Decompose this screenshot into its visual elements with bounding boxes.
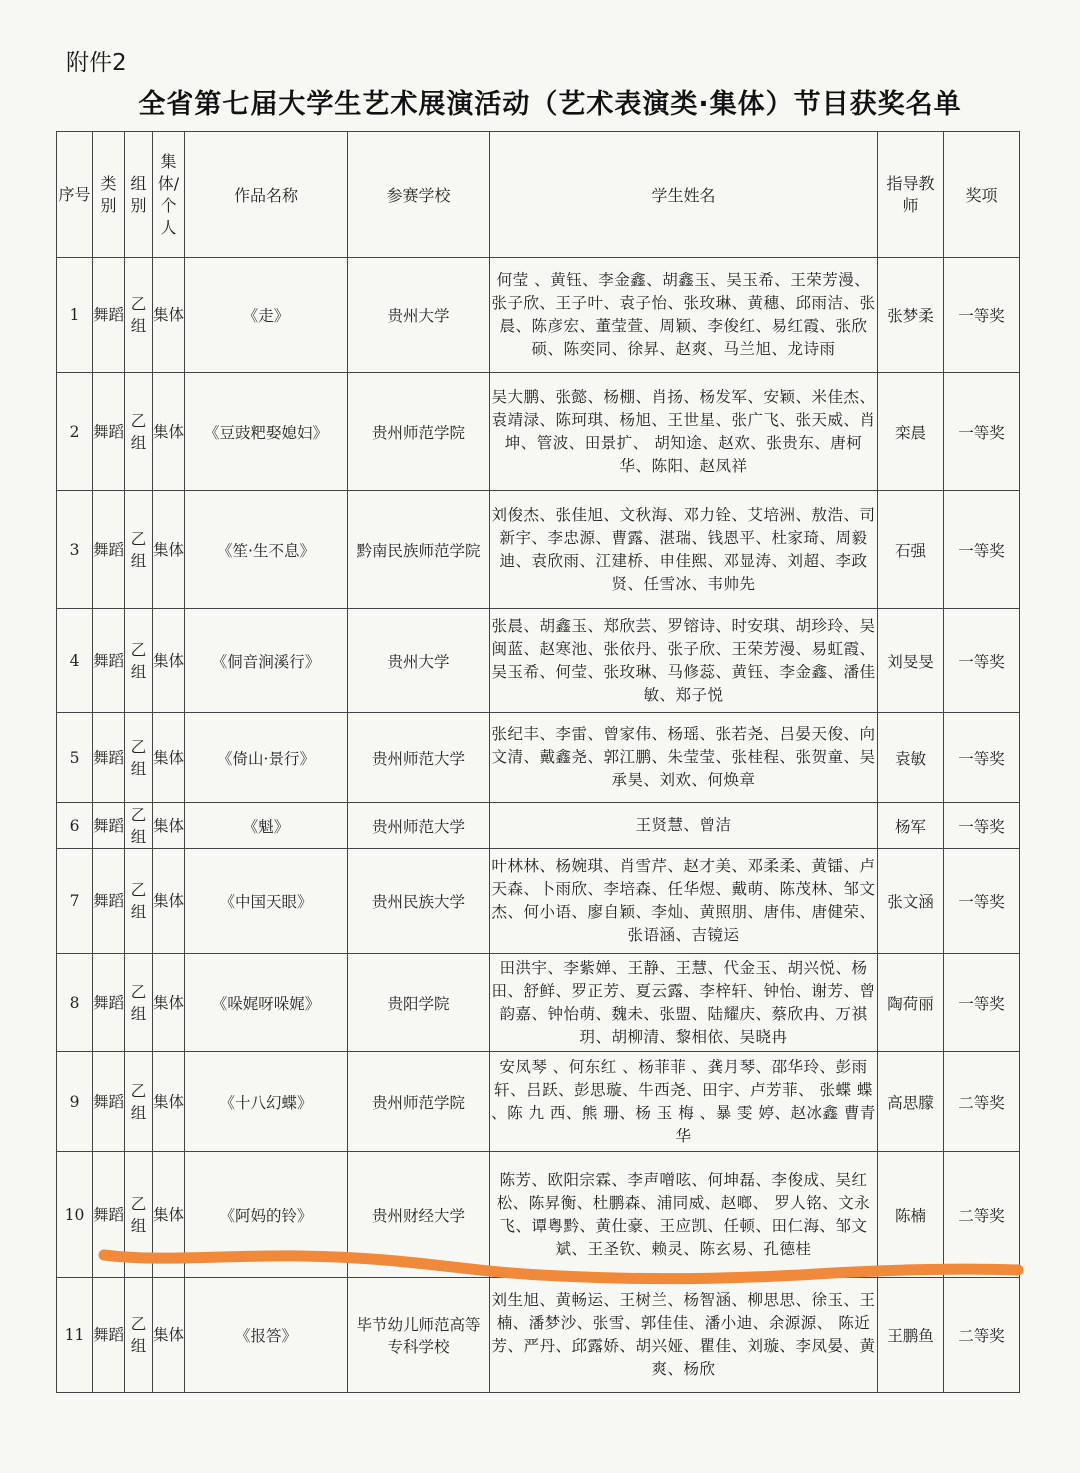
cell-type: 集体 [153,849,185,954]
cell-group: 乙组 [125,1152,153,1278]
cell-work: 《走》 [185,258,348,373]
cell-school: 贵州师范大学 [348,803,490,849]
cell-category: 舞蹈 [93,609,125,713]
table-row [57,1152,1020,1278]
table-row [57,849,1020,954]
cell-school: 贵州财经大学 [348,1152,490,1278]
cell-category: 舞蹈 [93,803,125,849]
cell-no: 4 [57,609,93,713]
cell-group: 乙组 [125,609,153,713]
cell-award: 一等奖 [944,609,1020,713]
cell-students: 刘俊杰、张佳旭、文秋海、邓力铨、艾培洲、敖浩、司新宇、李忠源、曹露、湛瑞、钱恩平、杜家琦、周毅迪、袁欣雨、江建桥、申佳熙、邓显涛、刘超、李政贤、任雪冰、韦帅先 [490,491,878,609]
header-no: 序号 [57,132,93,258]
cell-school: 黔南民族师范学院 [348,491,490,609]
cell-award: 一等奖 [944,849,1020,954]
cell-type: 集体 [153,803,185,849]
cell-work: 《阿妈的铃》 [185,1152,348,1278]
cell-teacher: 陶荷丽 [878,954,944,1052]
cell-award: 一等奖 [944,713,1020,803]
cell-category: 舞蹈 [93,954,125,1052]
cell-no: 6 [57,803,93,849]
table-row [57,609,1020,713]
cell-teacher: 刘旻旻 [878,609,944,713]
cell-group: 乙组 [125,849,153,954]
cell-students: 吴大鹏、张懿、杨棚、肖扬、杨发军、安颖、米佳杰、袁靖渌、陈珂琪、杨旭、王世星、张广飞、张天威、肖坤、管波、田景扩、 胡知途、赵欢、张贵东、唐柯华、陈阳、赵凤祥 [490,373,878,491]
cell-category: 舞蹈 [93,491,125,609]
cell-award: 二等奖 [944,1052,1020,1152]
cell-category: 舞蹈 [93,1052,125,1152]
cell-work: 《笙·生不息》 [185,491,348,609]
cell-type: 集体 [153,954,185,1052]
cell-category: 舞蹈 [93,1278,125,1393]
cell-teacher: 王鹏鱼 [878,1278,944,1393]
cell-school: 贵州大学 [348,258,490,373]
table-row [57,1052,1020,1152]
cell-teacher: 袁敏 [878,713,944,803]
cell-work: 《侗音涧溪行》 [185,609,348,713]
table-row [57,954,1020,1052]
cell-students: 张晨、胡鑫玉、郑欣芸、罗镕诗、时安琪、胡珍玲、吴闽蓝、赵寒池、张依丹、张子欣、王荣芳漫、易虹霞、吴玉希、何莹、张玫琳、马修蕊、黄钰、李金鑫、潘佳敏、郑子悦 [490,609,878,713]
cell-award: 一等奖 [944,258,1020,373]
cell-type: 集体 [153,1052,185,1152]
header-work: 作品名称 [185,132,348,258]
cell-work: 《中国天眼》 [185,849,348,954]
cell-group: 乙组 [125,803,153,849]
header-teacher: 指导教师 [878,132,944,258]
table-row [57,373,1020,491]
cell-teacher: 张梦柔 [878,258,944,373]
cell-school: 贵阳学院 [348,954,490,1052]
cell-work: 《十八幻蝶》 [185,1052,348,1152]
cell-award: 一等奖 [944,373,1020,491]
cell-category: 舞蹈 [93,258,125,373]
award-table [56,131,1020,1393]
cell-group: 乙组 [125,1278,153,1393]
attachment-label: 附件2 [66,50,127,76]
cell-work: 《倚山·景行》 [185,713,348,803]
cell-teacher: 张文涵 [878,849,944,954]
cell-type: 集体 [153,1152,185,1278]
table-row [57,803,1020,849]
cell-award: 二等奖 [944,1278,1020,1393]
cell-category: 舞蹈 [93,1152,125,1278]
header-school: 参赛学校 [348,132,490,258]
cell-school: 毕节幼儿师范高等专科学校 [348,1278,490,1393]
cell-type: 集体 [153,1278,185,1393]
cell-group: 乙组 [125,373,153,491]
header-award: 奖项 [944,132,1020,258]
cell-teacher: 杨军 [878,803,944,849]
cell-students: 安凤琴 、何东红 、杨菲菲 、龚月琴、邵华玲、彭雨轩、吕跃、彭思璇、牛西尧、田宇、卢芳菲、 张蝶 蝶 、陈 九 西、熊 珊、杨 玉 梅 、暴 雯 婷、赵冰鑫 曹青华 [490,1052,878,1152]
cell-no: 10 [57,1152,93,1278]
cell-no: 11 [57,1278,93,1393]
table-row [57,713,1020,803]
header-group: 组别 [125,132,153,258]
cell-type: 集体 [153,373,185,491]
cell-group: 乙组 [125,1052,153,1152]
cell-group: 乙组 [125,491,153,609]
cell-type: 集体 [153,609,185,713]
cell-school: 贵州师范学院 [348,1052,490,1152]
cell-no: 7 [57,849,93,954]
cell-school: 贵州师范大学 [348,713,490,803]
table-row [57,258,1020,373]
cell-students: 刘生旭、黄畅运、王树兰、杨智涵、柳思思、徐玉、王楠、潘梦沙、张雪、郭佳佳、潘小迪、余源源、 陈近芳、严丹、邱露娇、胡兴娅、瞿佳、刘璇、李凤晏、黄爽、杨欣 [490,1278,878,1393]
cell-type: 集体 [153,258,185,373]
cell-work: 《豆豉粑娶媳妇》 [185,373,348,491]
cell-no: 1 [57,258,93,373]
cell-school: 贵州师范学院 [348,373,490,491]
table-header-row [57,132,1020,258]
cell-group: 乙组 [125,258,153,373]
cell-category: 舞蹈 [93,713,125,803]
cell-teacher: 高思朦 [878,1052,944,1152]
cell-students: 陈芳、欧阳宗霖、李声噌呟、何坤磊、李俊成、吴红松、陈昇衡、杜鹏森、浦同威、赵啷、 罗人铭、文永飞、谭粤黔、黄仕豪、王应凯、任顿、田仁海、邹文斌、王圣钦、赖灵、陈玄易、孔德桂 [490,1152,878,1278]
cell-work: 《报答》 [185,1278,348,1393]
cell-no: 9 [57,1052,93,1152]
cell-award: 一等奖 [944,491,1020,609]
cell-students: 叶林林、杨婉琪、肖雪芹、赵才美、邓柔柔、黄镭、卢天森、卜雨欣、李培森、任华煜、戴萌、陈茂林、邹文杰、何小语、廖自颖、李灿、黄照朋、唐伟、唐健荣、张语涵、吉镜运 [490,849,878,954]
cell-students: 何莹 、黄钰、李金鑫、胡鑫玉、吴玉希、王荣芳漫、张子欣、王子叶、袁子怡、张玫琳、黄穗、邱雨洁、张晨、陈彦宏、董莹萱、周颖、李俊红、易红霞、张欣硕、陈奕同、徐昇、赵爽、马兰旭、龙诗雨 [490,258,878,373]
cell-teacher: 陈楠 [878,1152,944,1278]
header-type: 集体/个人 [153,132,185,258]
table-row [57,1278,1020,1393]
cell-students: 张纪丰、李雷、曾家伟、杨瑶、张若尧、吕晏天俊、向文清、戴鑫尧、郭江鹏、朱莹莹、张桂程、张贺童、吴承昊、刘欢、何焕章 [490,713,878,803]
cell-group: 乙组 [125,954,153,1052]
cell-category: 舞蹈 [93,849,125,954]
cell-no: 2 [57,373,93,491]
cell-category: 舞蹈 [93,373,125,491]
cell-no: 3 [57,491,93,609]
cell-teacher: 栾晨 [878,373,944,491]
cell-no: 5 [57,713,93,803]
cell-work: 《哚娓呀哚娓》 [185,954,348,1052]
cell-type: 集体 [153,713,185,803]
cell-no: 8 [57,954,93,1052]
header-students: 学生姓名 [490,132,878,258]
table-row [57,491,1020,609]
cell-group: 乙组 [125,713,153,803]
cell-teacher: 石强 [878,491,944,609]
header-category: 类别 [93,132,125,258]
cell-type: 集体 [153,491,185,609]
cell-students: 王贤慧、曾洁 [490,803,878,849]
cell-school: 贵州民族大学 [348,849,490,954]
cell-school: 贵州大学 [348,609,490,713]
cell-award: 一等奖 [944,954,1020,1052]
cell-students: 田洪宇、李紫婵、王静、王慧、代金玉、胡兴悦、杨田、舒鲜、罗正芳、夏云露、李梓轩、钟怡、谢芳、曾韵嘉、钟怡萌、魏未、张盟、陆耀庆、蔡欣冉、万祺玥、胡柳清、黎相依、吴晓冉 [490,954,878,1052]
cell-award: 一等奖 [944,803,1020,849]
document-title: 全省第七届大学生艺术展演活动（艺术表演类·集体）节目获奖名单 [138,89,962,120]
cell-work: 《魁》 [185,803,348,849]
cell-award: 二等奖 [944,1152,1020,1278]
